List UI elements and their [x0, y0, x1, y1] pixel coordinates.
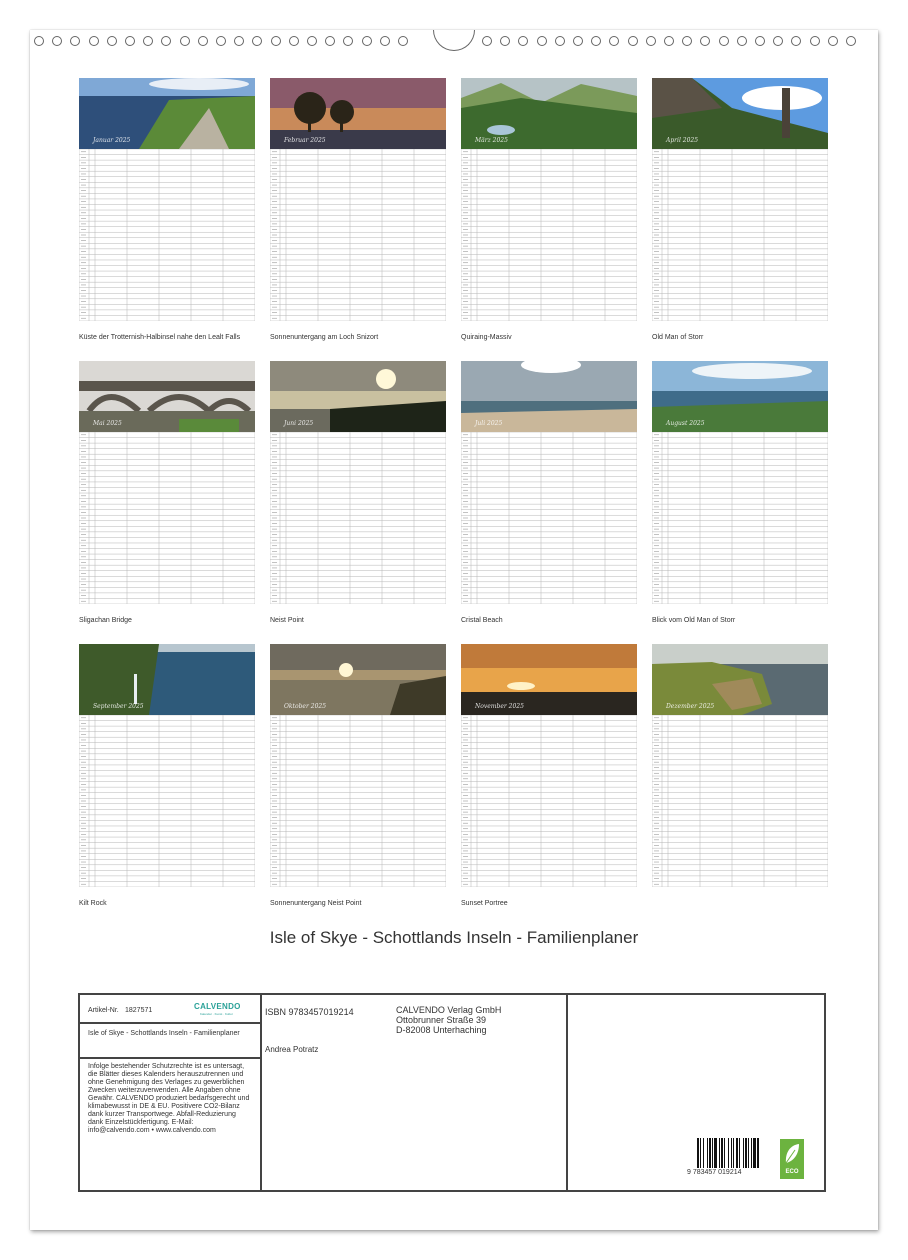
binding-ring	[846, 36, 856, 46]
month-8	[652, 361, 828, 637]
author: Andrea Potratz	[265, 1045, 319, 1054]
divider	[80, 1022, 260, 1024]
month-label: April 2025	[666, 137, 699, 144]
binding-ring	[398, 36, 408, 46]
legal-text: Infolge bestehender Schutzrechte ist es untersagt, die Blätter dieses Kalenders herauszutrennen und ohne Genehmigung des Verlages zu gewerblichen Zwecken weiterzuverwenden. Alle Angaben ohne Gewähr. CALVENDO produziert bedarfsgerecht und klimabewusst in DE & EU. Positivere CO2-Bilanz dank kurzer Transportwege. Abfall-Reduzierung dank Einzelstückfertigung. E-Mail: info@calvendo.com • www.calvendo.com	[88, 1063, 250, 1134]
binding-ring	[719, 36, 729, 46]
month-caption: Sonnenuntergang Neist Point	[270, 900, 362, 907]
info-box	[78, 993, 826, 1192]
month-caption: Küste der Trotternish-Halbinsel nahe den Lealt Falls	[79, 334, 241, 341]
eco-label: ECO	[785, 1169, 799, 1175]
binding-ring	[628, 36, 638, 46]
month-label: August 2025	[666, 420, 705, 427]
month-12	[652, 644, 828, 920]
binding-ring	[518, 36, 528, 46]
month-label: Februar 2025	[284, 137, 326, 144]
info-column-middle	[260, 995, 568, 1190]
planner-grid	[461, 149, 637, 321]
month-caption: Quiraing-Massiv	[461, 334, 512, 341]
month-1	[79, 78, 255, 354]
article-label: Artikel-Nr.	[88, 1007, 119, 1014]
month-caption: Sonnenuntergang am Loch Snizort	[270, 334, 379, 341]
info-column-left	[80, 995, 262, 1190]
binding-ring	[500, 36, 510, 46]
binding-ring	[34, 36, 44, 46]
binding-ring	[609, 36, 619, 46]
binding-ring	[307, 36, 317, 46]
binding-ring	[482, 36, 492, 46]
binding-ring	[682, 36, 692, 46]
month-7	[461, 361, 637, 637]
binding-ring	[380, 36, 390, 46]
binding-ring	[664, 36, 674, 46]
binding-ring	[810, 36, 820, 46]
planner-grid	[270, 149, 446, 321]
binding-ring	[573, 36, 583, 46]
binding-ring	[70, 36, 80, 46]
publisher-city: D-82008 Unterhaching	[396, 1025, 487, 1035]
month-6	[270, 361, 446, 637]
month-caption: Neist Point	[270, 617, 304, 624]
binding-ring	[252, 36, 262, 46]
month-2	[270, 78, 446, 354]
binding-ring	[362, 36, 372, 46]
month-3	[461, 78, 637, 354]
binding-ring	[180, 36, 190, 46]
month-caption: Sligachan Bridge	[79, 617, 132, 624]
month-label: Januar 2025	[93, 137, 131, 144]
binding-ring	[234, 36, 244, 46]
binding-ring	[325, 36, 335, 46]
month-label: Dezember 2025	[666, 703, 715, 710]
planner-grid	[79, 715, 255, 887]
month-label: Juni 2025	[284, 420, 314, 427]
product-title: Isle of Skye - Schottlands Inseln - Familienplaner	[88, 1030, 240, 1037]
month-caption: Cristal Beach	[461, 617, 503, 624]
planner-grid	[461, 715, 637, 887]
eco-badge	[780, 1139, 804, 1179]
month-4	[652, 78, 828, 354]
month-caption: Old Man of Storr	[652, 334, 704, 341]
month-caption: Blick vom Old Man of Storr	[652, 617, 736, 624]
binding-ring	[289, 36, 299, 46]
calvendo-logo: CALVENDO	[194, 1002, 241, 1011]
binding-ring	[555, 36, 565, 46]
month-label: September 2025	[93, 703, 144, 710]
planner-grid	[270, 715, 446, 887]
binding-ring	[343, 36, 353, 46]
binding-ring	[161, 36, 171, 46]
month-label: Mai 2025	[93, 420, 122, 427]
calvendo-tagline: Kalender · Kunst · Kultur	[200, 1012, 233, 1016]
publisher-street: Ottobrunner Straße 39	[396, 1015, 487, 1025]
planner-grid	[652, 715, 828, 887]
binding-ring	[755, 36, 765, 46]
binding-ring	[125, 36, 135, 46]
month-caption: Kilt Rock	[79, 900, 107, 907]
isbn: ISBN 9783457019214	[265, 1007, 354, 1017]
barcode	[687, 1138, 763, 1176]
binding-ring	[700, 36, 710, 46]
month-9	[79, 644, 255, 920]
planner-grid	[652, 149, 828, 321]
month-5	[79, 361, 255, 637]
binding-ring	[591, 36, 601, 46]
binding-ring	[52, 36, 62, 46]
binding-ring	[89, 36, 99, 46]
planner-grid	[270, 432, 446, 604]
month-label: März 2025	[475, 137, 508, 144]
binding-ring	[828, 36, 838, 46]
planner-grid	[79, 149, 255, 321]
month-label: Oktober 2025	[284, 703, 327, 710]
month-label: November 2025	[475, 703, 524, 710]
binding-ring	[216, 36, 226, 46]
binding-ring	[791, 36, 801, 46]
month-11	[461, 644, 637, 920]
leaf-icon	[780, 1139, 804, 1169]
binding-ring	[537, 36, 547, 46]
planner-grid	[652, 432, 828, 604]
binding-ring	[271, 36, 281, 46]
binding-ring	[646, 36, 656, 46]
month-caption: Sunset Portree	[461, 900, 508, 907]
binding-ring	[143, 36, 153, 46]
month-10	[270, 644, 446, 920]
binding-ring	[198, 36, 208, 46]
month-label: Juli 2025	[475, 420, 503, 427]
barcode-number: 9 783457 019214	[687, 1169, 742, 1176]
binding-ring	[773, 36, 783, 46]
planner-grid	[79, 432, 255, 604]
barcode-bars	[697, 1138, 763, 1168]
article-number: 1827571	[125, 1007, 153, 1014]
divider	[80, 1057, 260, 1059]
planner-grid	[461, 432, 637, 604]
binding-ring	[737, 36, 747, 46]
publisher-name: CALVENDO Verlag GmbH	[396, 1005, 502, 1015]
calendar-title: Isle of Skye - Schottlands Inseln - Familienplaner	[269, 928, 639, 947]
binding-ring	[107, 36, 117, 46]
